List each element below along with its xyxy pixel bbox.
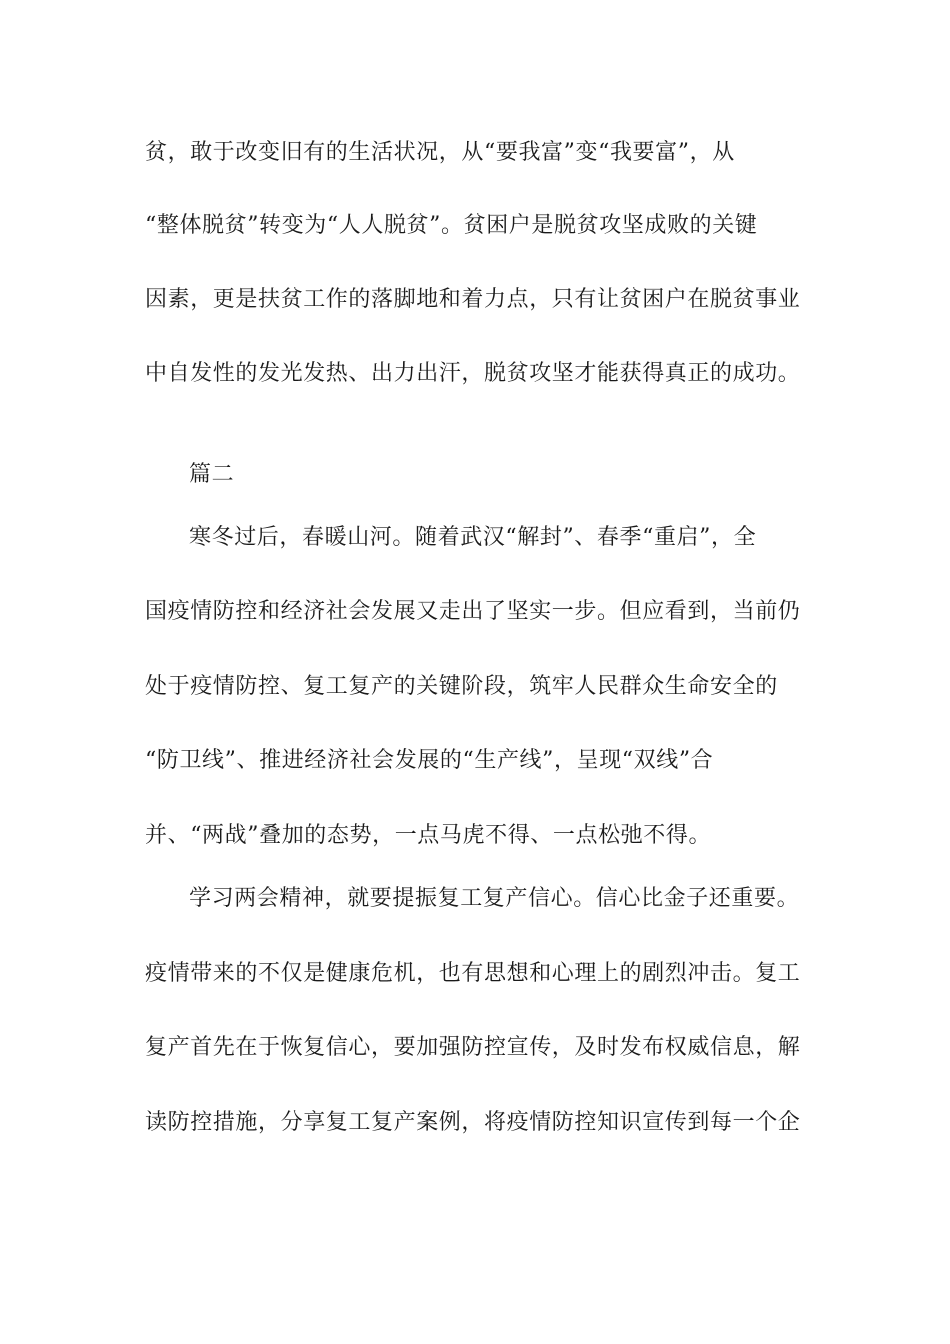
- text-line-8: 处于疫情防控、复工复产的关键阶段，筑牢人民群众生命安全的: [145, 674, 778, 699]
- text-line-13: 复产首先在于恢复信心，要加强防控宣传，及时发布权威信息，解: [145, 1035, 801, 1060]
- text-line-11: 学习两会精神，就要提振复工复产信心。信心比金子还重要。: [189, 886, 800, 911]
- section-heading: 篇二: [189, 462, 235, 487]
- text-line-6: 寒冬过后，春暖山河。随着武汉“解封”、春季“重启”，全: [189, 525, 757, 550]
- text-line-10: 并、“两战”叠加的态势，一点马虎不得、一点松弛不得。: [145, 823, 712, 848]
- text-line-7: 国疫情防控和经济社会发展又走出了坚实一步。但应看到，当前仍: [145, 599, 801, 624]
- text-line-1: 贫，敢于改变旧有的生活状况，从“要我富”变“我要富”，从: [145, 140, 735, 165]
- text-line-9: “防卫线”、推进经济社会发展的“生产线”，呈现“双线”合: [145, 748, 714, 773]
- text-line-14: 读防控措施，分享复工复产案例，将疫情防控知识宣传到每一个企: [145, 1110, 801, 1135]
- text-line-3: 因素，更是扶贫工作的落脚地和着力点，只有让贫困户在脱贫事业: [145, 287, 801, 312]
- text-line-12: 疫情带来的不仅是健康危机，也有思想和心理上的剧烈冲击。复工: [145, 961, 801, 986]
- text-line-4: 中自发性的发光发热、出力出汗，脱贫攻坚才能获得真正的成功。: [145, 361, 801, 386]
- text-line-2: “整体脱贫”转变为“人人脱贫”。贫困户是脱贫攻坚成败的关键: [145, 213, 758, 238]
